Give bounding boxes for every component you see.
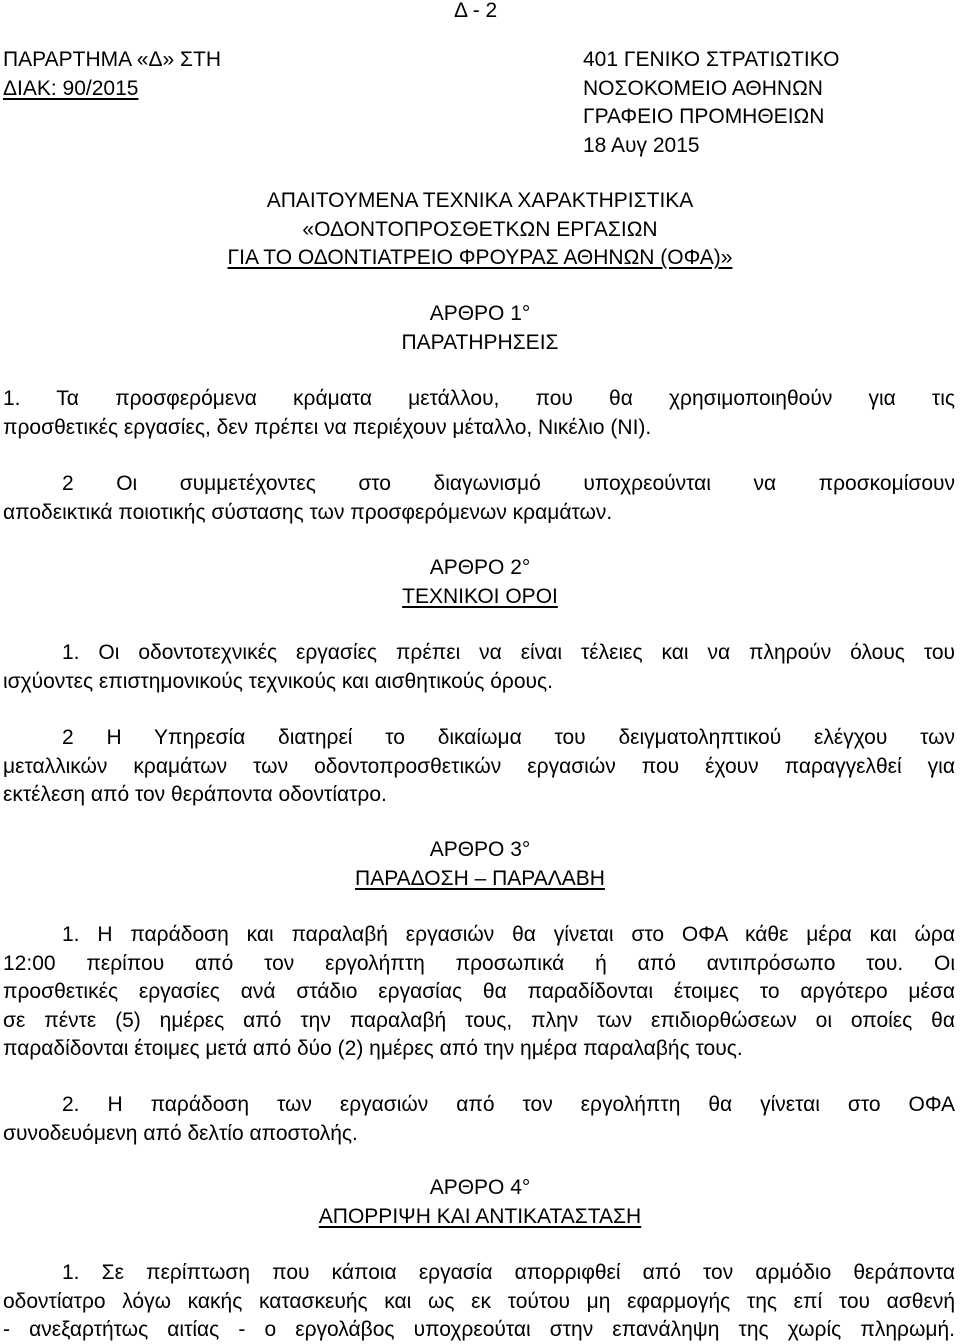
document-title-line1: ΑΠΑΙΤΟΥΜΕΝΑ ΤΕΧΝΙΚΑ ΧΑΡΑΚΤΗΡΙΣΤΙΚΑ [266, 189, 694, 212]
article-1-para2-line1: 2 Οι συμμετέχοντες στο διαγωνισμό υποχρεούνται να προσκομίσουν [62, 472, 955, 495]
article-1-para1-line2: προσθετικές εργασίες, δεν πρέπει να περιέχουν μέταλλο, Νικέλιο (NI). [3, 416, 652, 439]
article-1-heading: ΑΡΘΡΟ 1° [429, 302, 531, 325]
header-left-line1: ΠΑΡΑΡΤΗΜΑ «Δ» ΣΤΗ [3, 48, 221, 71]
article-2-subheading: ΤΕΧΝΙΚΟΙ ΟΡΟΙ [402, 585, 558, 608]
article-2-para2-line1: 2 Η Υπηρεσία διατηρεί το δικαίωμα του δειγματοληπτικού ελέγχου των [62, 726, 955, 749]
article-2-para1-line2: ισχύοντες επιστημονικούς τεχνικούς και αισθητικούς όρους. [3, 670, 553, 693]
article-4-para1-line3: - ανεξαρτήτως αιτίας - ο εργολάβος υποχρεούται στην επανάληψη της χωρίς πληρωμή. [3, 1318, 955, 1341]
article-2-para2-line3: εκτέλεση από τον θεράποντα οδοντίατρο. [3, 783, 387, 806]
header-right-line3: ΓΡΑΦΕΙΟ ΠΡΟΜΗΘΕΙΩΝ [583, 105, 825, 128]
header-right-line2: ΝΟΣΟΚΟΜΕΙΟ ΑΘΗΝΩΝ [583, 77, 823, 100]
article-3-para1-line4: σε πέντε (5) ημέρες από την παραλαβή τους, πλην των επιδιορθώσεων οι οποίες θα [3, 1009, 955, 1032]
article-4-subheading: ΑΠΟΡΡΙΨΗ ΚΑΙ ΑΝΤΙΚΑΤΑΣΤΑΣΗ [318, 1205, 642, 1228]
article-3-para2-line1: 2. Η παράδοση των εργασιών από τον εργολήπτη θα γίνεται στο ΟΦΑ [62, 1093, 955, 1116]
header-right-line1: 401 ΓΕΝΙΚΟ ΣΤΡΑΤΙΩΤΙΚΟ [583, 48, 840, 71]
document-title-line2: «ΟΔΟΝΤΟΠΡΟΣΘΕΤΚΩΝ ΕΡΓΑΣΙΩΝ [302, 218, 658, 241]
article-3-heading: ΑΡΘΡΟ 3° [429, 838, 531, 861]
article-3-para1-line1: 1. Η παράδοση και παραλαβή εργασιών θα γίνεται στο ΟΦΑ κάθε μέρα και ώρα [62, 923, 955, 946]
article-1-subheading: ΠΑΡΑΤΗΡΗΣΕΙΣ [401, 331, 559, 354]
article-3-para2-line2: συνοδευόμενη από δελτίο αποστολής. [3, 1122, 358, 1145]
article-1-para2-line2: αποδεικτικά ποιοτικής σύστασης των προσφερόμενων κραμάτων. [3, 501, 613, 524]
article-4-para1-line2: οδοντίατρο λόγω κακής κατασκευής και ως εκ τούτου μη εφαρμογής της επί του ασθενή [3, 1290, 955, 1313]
page-label: Δ - 2 [454, 0, 498, 22]
article-3-para1-line5: παραδίδονται έτοιμες μετά από δύο (2) ημέρες από την ημέρα παραλαβής τους. [3, 1037, 743, 1060]
article-1-para1-line1: 1. Τα προσφερόμενα κράματα μετάλλου, που θα χρησιμοποιηθούν για τις [3, 387, 955, 410]
article-2-para1-line1: 1. Οι οδοντοτεχνικές εργασίες πρέπει να είναι τέλειες και να πληρούν όλους του [62, 641, 955, 664]
article-2-para2-line2: μεταλλικών κραμάτων των οδοντοπροσθετικών εργασιών που έχουν παραγγελθεί για [3, 755, 955, 778]
document-title-line3: ΓΙΑ ΤΟ ΟΔΟΝΤΙΑΤΡΕΙΟ ΦΡΟΥΡΑΣ ΑΘΗΝΩΝ (ΟΦΑ)» [227, 246, 733, 269]
article-4-heading: ΑΡΘΡΟ 4° [429, 1176, 531, 1199]
article-3-para1-line3: προσθετικές εργασίες ανά στάδιο εργασίας θα παραδίδονται έτοιμες το αργότερο μέσα [3, 980, 955, 1003]
article-2-heading: ΑΡΘΡΟ 2° [429, 556, 531, 579]
article-3-subheading: ΠΑΡΑΔΟΣΗ – ΠΑΡΑΛΑΒΗ [355, 867, 605, 890]
header-right-date: 18 Αυγ 2015 [583, 134, 700, 157]
header-left-line2: ΔΙΑΚ: 90/2015 [3, 77, 139, 100]
article-3-para1-line2: 12:00 περίπου από τον εργολήπτη προσωπικά ή από αντιπρόσωπο του. Οι [3, 952, 955, 975]
article-4-para1-line1: 1. Σε περίπτωση που κάποια εργασία απορριφθεί από τον αρμόδιο θεράποντα [62, 1261, 955, 1284]
